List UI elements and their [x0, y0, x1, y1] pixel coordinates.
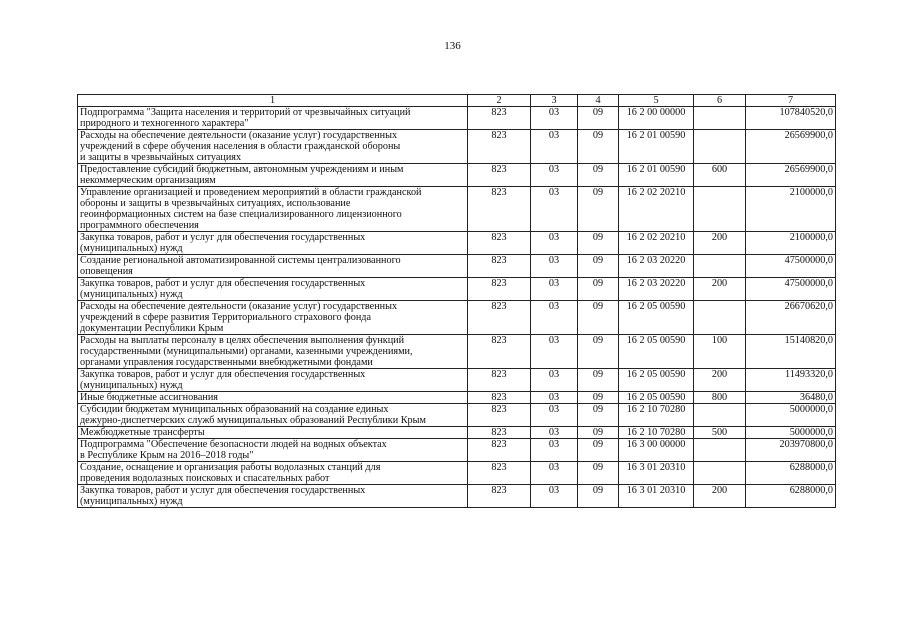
table-row — [78, 255, 836, 278]
target-article-cell: 16 3 01 20310 — [619, 462, 694, 485]
row-name-cell — [78, 278, 468, 301]
amount-cell: 107840520,0 — [746, 107, 836, 130]
grbs-code-cell: 823 — [468, 404, 531, 427]
row-name-cell — [78, 164, 468, 187]
subsection-code-cell: 09 — [578, 369, 619, 392]
amount-cell: 26569900,0 — [746, 130, 836, 164]
expense-type-cell: 800 — [694, 392, 746, 404]
grbs-code-cell: 823 — [468, 278, 531, 301]
row-name-cell — [78, 107, 468, 130]
expense-type-cell: 200 — [694, 278, 746, 301]
target-article-cell: 16 2 05 00590 — [619, 335, 694, 369]
expense-type-cell — [694, 187, 746, 232]
row-name-text: Создание, оснащение и организация работы водолазных станций для проведения водолазных поисковых и спасательных работ — [80, 462, 381, 484]
row-name-cell — [78, 232, 468, 255]
subsection-code-cell: 09 — [578, 439, 619, 462]
row-name-cell — [78, 255, 468, 278]
header-cell: 3 — [531, 95, 578, 107]
row-name-text: Управление организацией и проведением мероприятий в области гражданской обороны и защиты в чрезвычайных ситуациях, использование геоинформационных систем на базе специализированного лицензионного программного обеспечения — [80, 187, 422, 231]
row-name-text: Расходы на выплаты персоналу в целях обеспечения выполнения функций государственными (муниципальными) органами, казенными учреждениями, органами управления государственными внебюджетными фондами — [80, 335, 413, 368]
amount-cell: 5000000,0 — [746, 427, 836, 439]
row-name-cell — [78, 427, 468, 439]
row-name-text: Предоставление субсидий бюджетным, автономным учреждениям и иным некоммерческим организациям — [80, 164, 404, 186]
row-name-cell — [78, 485, 468, 508]
section-code-cell: 03 — [531, 107, 578, 130]
target-article-cell: 16 2 10 70280 — [619, 427, 694, 439]
table-row — [78, 164, 836, 187]
row-name-text: Межбюджетные трансферты — [80, 427, 205, 438]
grbs-code-cell: 823 — [468, 301, 531, 335]
subsection-code-cell: 09 — [578, 427, 619, 439]
expense-type-cell — [694, 462, 746, 485]
section-code-cell: 03 — [531, 232, 578, 255]
grbs-code-cell: 823 — [468, 232, 531, 255]
target-article-cell: 16 2 05 00590 — [619, 392, 694, 404]
target-article-cell: 16 2 01 00590 — [619, 164, 694, 187]
grbs-code-cell: 823 — [468, 107, 531, 130]
grbs-code-cell: 823 — [468, 187, 531, 232]
header-cell: 5 — [619, 95, 694, 107]
subsection-code-cell: 09 — [578, 232, 619, 255]
subsection-code-cell: 09 — [578, 335, 619, 369]
subsection-code-cell: 09 — [578, 485, 619, 508]
table-row — [78, 301, 836, 335]
row-name-text: Закупка товаров, работ и услуг для обеспечения государственных (муниципальных) нужд — [80, 369, 366, 391]
grbs-code-cell: 823 — [468, 255, 531, 278]
grbs-code-cell: 823 — [468, 335, 531, 369]
subsection-code-cell: 09 — [578, 462, 619, 485]
header-cell: 6 — [694, 95, 746, 107]
section-code-cell: 03 — [531, 187, 578, 232]
expense-type-cell: 500 — [694, 427, 746, 439]
grbs-code-cell: 823 — [468, 485, 531, 508]
target-article-cell: 16 2 03 20220 — [619, 255, 694, 278]
row-name-text: Расходы на обеспечение деятельности (оказание услуг) государственных учреждений в сфере развития Территориального страхового фонда документации Республики Крым — [80, 301, 398, 334]
grbs-code-cell: 823 — [468, 439, 531, 462]
target-article-cell: 16 2 10 70280 — [619, 404, 694, 427]
row-name-cell — [78, 404, 468, 427]
table-row — [78, 439, 836, 462]
row-name-text: Закупка товаров, работ и услуг для обеспечения государственных (муниципальных) нужд — [80, 232, 366, 254]
section-code-cell: 03 — [531, 462, 578, 485]
section-code-cell: 03 — [531, 439, 578, 462]
subsection-code-cell: 09 — [578, 404, 619, 427]
expense-type-cell: 600 — [694, 164, 746, 187]
table-row — [78, 462, 836, 485]
expense-type-cell: 100 — [694, 335, 746, 369]
section-code-cell: 03 — [531, 392, 578, 404]
amount-cell: 26670620,0 — [746, 301, 836, 335]
amount-cell: 6288000,0 — [746, 485, 836, 508]
subsection-code-cell: 09 — [578, 187, 619, 232]
row-name-text: Иные бюджетные ассигнования — [80, 392, 218, 403]
header-cell: 1 — [78, 95, 468, 107]
amount-cell: 47500000,0 — [746, 255, 836, 278]
section-code-cell: 03 — [531, 427, 578, 439]
table-row — [78, 335, 836, 369]
row-name-cell — [78, 130, 468, 164]
section-code-cell: 03 — [531, 369, 578, 392]
expense-type-cell — [694, 130, 746, 164]
grbs-code-cell: 823 — [468, 130, 531, 164]
expense-type-cell: 200 — [694, 485, 746, 508]
row-name-cell — [78, 439, 468, 462]
table-row — [78, 485, 836, 508]
row-name-text: Подпрограмма "Обеспечение безопасности людей на водных объектах в Республике Крым на 2016–2018 годы" — [80, 439, 387, 461]
row-name-text: Закупка товаров, работ и услуг для обеспечения государственных (муниципальных) нужд — [80, 485, 366, 507]
amount-cell: 15140820,0 — [746, 335, 836, 369]
amount-cell: 5000000,0 — [746, 404, 836, 427]
table-body — [78, 107, 836, 508]
expense-type-cell — [694, 301, 746, 335]
section-code-cell: 03 — [531, 485, 578, 508]
amount-cell: 2100000,0 — [746, 232, 836, 255]
row-name-text: Подпрограмма "Защита населения и территорий от чрезвычайных ситуаций природного и техногенного характера" — [80, 107, 411, 129]
amount-cell: 47500000,0 — [746, 278, 836, 301]
table-row — [78, 369, 836, 392]
table-row — [78, 232, 836, 255]
row-name-cell — [78, 462, 468, 485]
grbs-code-cell: 823 — [468, 462, 531, 485]
target-article-cell: 16 2 05 00590 — [619, 369, 694, 392]
table-row — [78, 130, 836, 164]
row-name-cell — [78, 335, 468, 369]
amount-cell: 2100000,0 — [746, 187, 836, 232]
amount-cell: 26569900,0 — [746, 164, 836, 187]
subsection-code-cell: 09 — [578, 130, 619, 164]
row-name-cell — [78, 301, 468, 335]
expense-type-cell — [694, 107, 746, 130]
section-code-cell: 03 — [531, 335, 578, 369]
subsection-code-cell: 09 — [578, 392, 619, 404]
row-name-text: Закупка товаров, работ и услуг для обеспечения государственных (муниципальных) нужд — [80, 278, 366, 300]
expense-type-cell — [694, 439, 746, 462]
section-code-cell: 03 — [531, 301, 578, 335]
amount-cell: 203970800,0 — [746, 439, 836, 462]
section-code-cell: 03 — [531, 255, 578, 278]
target-article-cell: 16 2 05 00590 — [619, 301, 694, 335]
section-code-cell: 03 — [531, 130, 578, 164]
target-article-cell: 16 2 03 20220 — [619, 278, 694, 301]
header-cell: 4 — [578, 95, 619, 107]
amount-cell: 11493320,0 — [746, 369, 836, 392]
row-name-text: Расходы на обеспечение деятельности (оказание услуг) государственных учреждений в сфере обучения населения в области гражданской обороны и защиты в чрезвычайных ситуациях — [80, 130, 401, 163]
table-row — [78, 278, 836, 301]
subsection-code-cell: 09 — [578, 301, 619, 335]
grbs-code-cell: 823 — [468, 427, 531, 439]
grbs-code-cell: 823 — [468, 392, 531, 404]
expense-type-cell: 200 — [694, 369, 746, 392]
row-name-text: Субсидии бюджетам муниципальных образований на создание единых дежурно-диспетчерских служб муниципальных образований Республики Крым — [80, 404, 426, 426]
budget-table — [77, 94, 836, 508]
table-row — [78, 427, 836, 439]
grbs-code-cell: 823 — [468, 164, 531, 187]
amount-cell: 6288000,0 — [746, 462, 836, 485]
subsection-code-cell: 09 — [578, 107, 619, 130]
header-row — [78, 95, 836, 107]
expense-type-cell — [694, 255, 746, 278]
target-article-cell: 16 2 02 20210 — [619, 232, 694, 255]
table-row — [78, 392, 836, 404]
subsection-code-cell: 09 — [578, 164, 619, 187]
row-name-cell — [78, 369, 468, 392]
header-cell: 7 — [746, 95, 836, 107]
expense-type-cell: 200 — [694, 232, 746, 255]
row-name-text: Создание региональной автоматизированной системы централизованного оповещения — [80, 255, 401, 277]
target-article-cell: 16 3 00 00000 — [619, 439, 694, 462]
section-code-cell: 03 — [531, 278, 578, 301]
section-code-cell: 03 — [531, 404, 578, 427]
subsection-code-cell: 09 — [578, 278, 619, 301]
table-row — [78, 187, 836, 232]
target-article-cell: 16 2 00 00000 — [619, 107, 694, 130]
row-name-cell — [78, 392, 468, 404]
target-article-cell: 16 3 01 20310 — [619, 485, 694, 508]
row-name-cell — [78, 187, 468, 232]
target-article-cell: 16 2 02 20210 — [619, 187, 694, 232]
page-number: 136 — [444, 40, 461, 52]
amount-cell: 36480,0 — [746, 392, 836, 404]
header-cell: 2 — [468, 95, 531, 107]
target-article-cell: 16 2 01 00590 — [619, 130, 694, 164]
subsection-code-cell: 09 — [578, 255, 619, 278]
table-row — [78, 404, 836, 427]
section-code-cell: 03 — [531, 164, 578, 187]
table-row — [78, 107, 836, 130]
grbs-code-cell: 823 — [468, 369, 531, 392]
expense-type-cell — [694, 404, 746, 427]
